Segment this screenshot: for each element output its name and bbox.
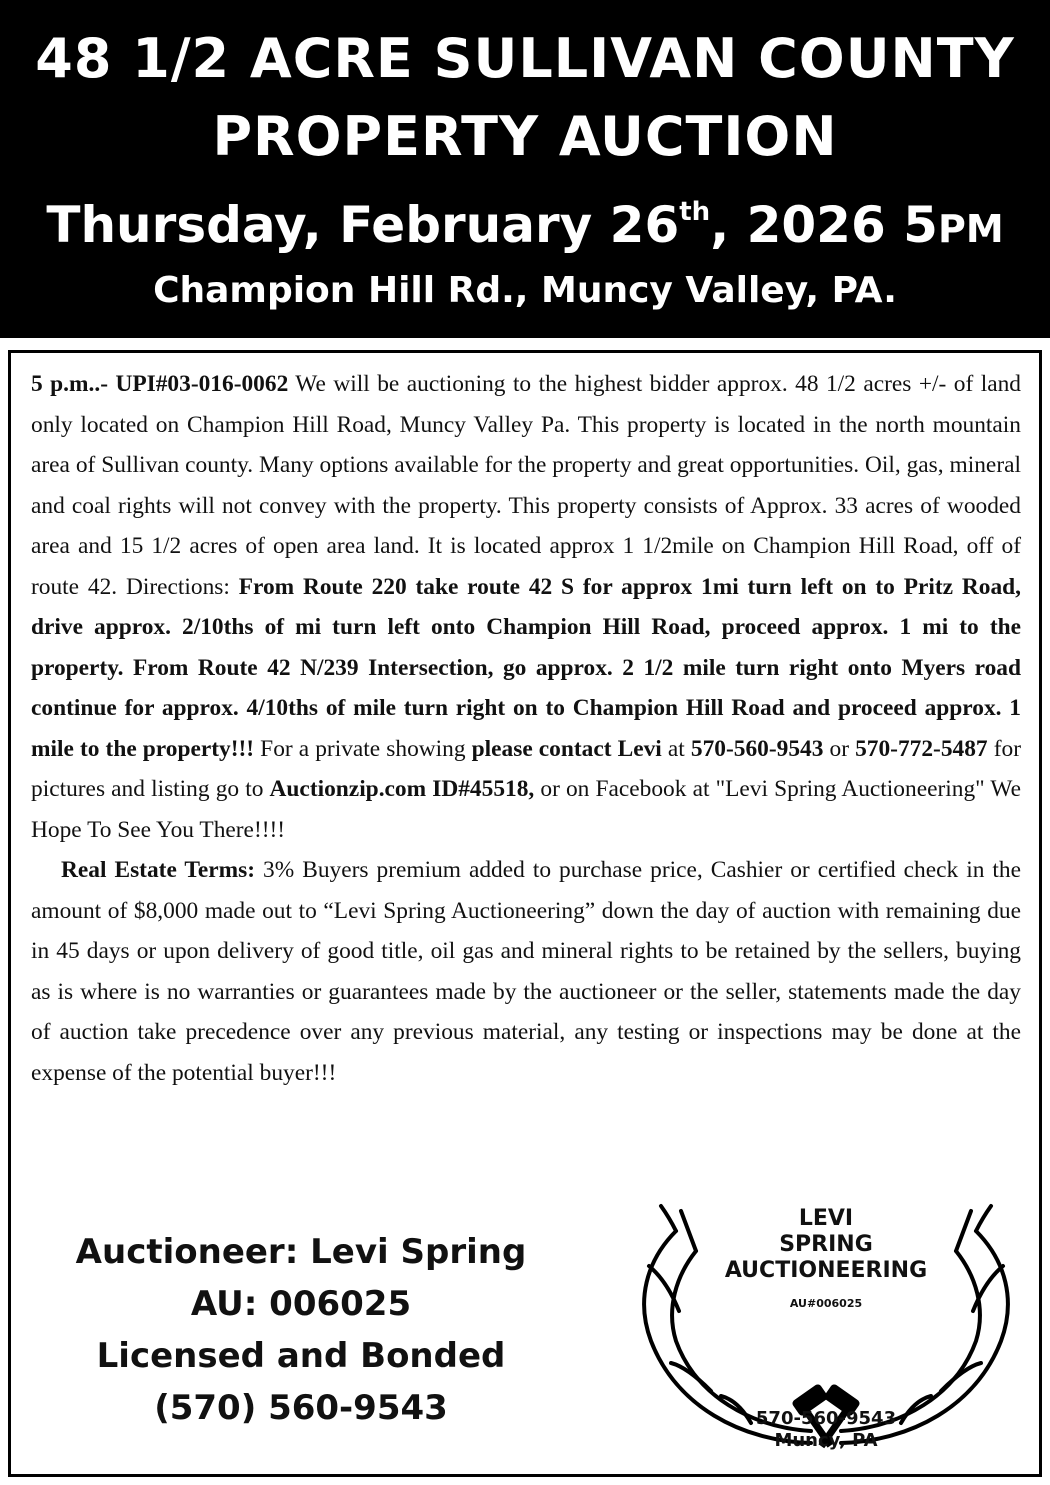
logo-auctioneering: AUCTIONEERING [724,1258,928,1283]
headline-auction: PROPERTY AUCTION [212,105,838,168]
at-text: at [661,735,691,762]
showing-text: For a private showing [254,735,472,762]
date-suffix: th [679,197,711,227]
logo-phone: 570-560-9543 [755,1408,897,1429]
terms-text: 3% Buyers premium added to purchase price, Cashier or certified check in the amount of $8,000 made out to “Levi Spring Auctioneering” down the day of auction with remaining due in 45 days or upon delivery of good title, oil gas and mineral rights to be retained by the sellers, buying as is where is no warranties or guarantees made by the auctioneer or the seller, statements made the day of auction take precedence over any previous material, any testing or inspections may be done at the expense of the potential buyer!!! [31,857,1021,1086]
headline-acreage: 48 1/2 ACRE SULLIVAN COUNTY [35,27,1015,90]
auctioneer-license: AU: 006025 [190,1284,412,1324]
date-pm: PM [937,207,1004,251]
logo-levi: LEVI [798,1206,854,1231]
phone-2: 570-772-5487 [855,735,988,762]
logo-au-number: AU#006025 [789,1297,863,1310]
header-banner [0,0,1050,338]
upi-lead: 5 p.m..- UPI#03-016-0062 [31,371,289,397]
logo-contact [621,1408,1031,1452]
date-main: Thursday, February 26 [46,196,680,254]
auctioneer-name: Auctioneer: Levi Spring [75,1232,527,1272]
description [31,364,1021,1093]
logo-spring: SPRING [779,1232,873,1257]
auctioneer-info [21,1226,581,1434]
details-box [8,350,1042,1477]
or-text: or [823,735,856,762]
date-year: , 2026 5 [710,196,938,254]
phone-1: 570-560-9543 [690,735,824,762]
licensed-bonded: Licensed and Bonded [96,1336,506,1376]
auctionzip-id: Auctionzip.com ID#45518, [269,776,535,802]
contact-levi: please contact Levi [471,735,662,762]
auction-date [0,184,1050,257]
terms-paragraph [31,850,1021,1093]
listing-text: for pictures and listing go to [31,735,1022,802]
logo-city: Muncy, PA [774,1430,878,1451]
facebook-text: or on Facebook at "Levi Spring Auctioneering" We Hope To See You There!!!! [31,776,1021,843]
property-text: We will be auctioning to the highest bidder approx. 48 1/2 acres +/- of land only located on Champion Hill Road, Muncy Valley Pa. This property is located in the north mountain area of Sullivan county. Many options available for the property and great opportunities. Oil, gas, mineral and coal rights will not convey with the property. This property consists of Approx. 33 acres of wooded area and 15 1/2 acres of open area land. It is located approx 1 1/2mile on Champion Hill Road, off of route 42. Directions: [31,371,1022,600]
auction-location: Champion Hill Rd., Muncy Valley, PA. [153,270,897,311]
auctioneer-phone: (570) 560-9543 [154,1388,448,1428]
property-paragraph [31,364,1021,850]
terms-lead: Real Estate Terms: [61,857,256,883]
directions: From Route 220 take route 42 S for approx 1mi turn left on to Pritz Road, drive approx. 2/10ths of mi turn left onto Champion Hill Road, proceed approx. 1 mi to the property. From Route 42 N/239 Intersection, go approx. 2 1/2 mile turn right onto Myers road continue for approx. 4/10ths of mile turn right on to Champion Hill Road and proceed approx. 1 mile to the property!!! [31,573,1021,762]
